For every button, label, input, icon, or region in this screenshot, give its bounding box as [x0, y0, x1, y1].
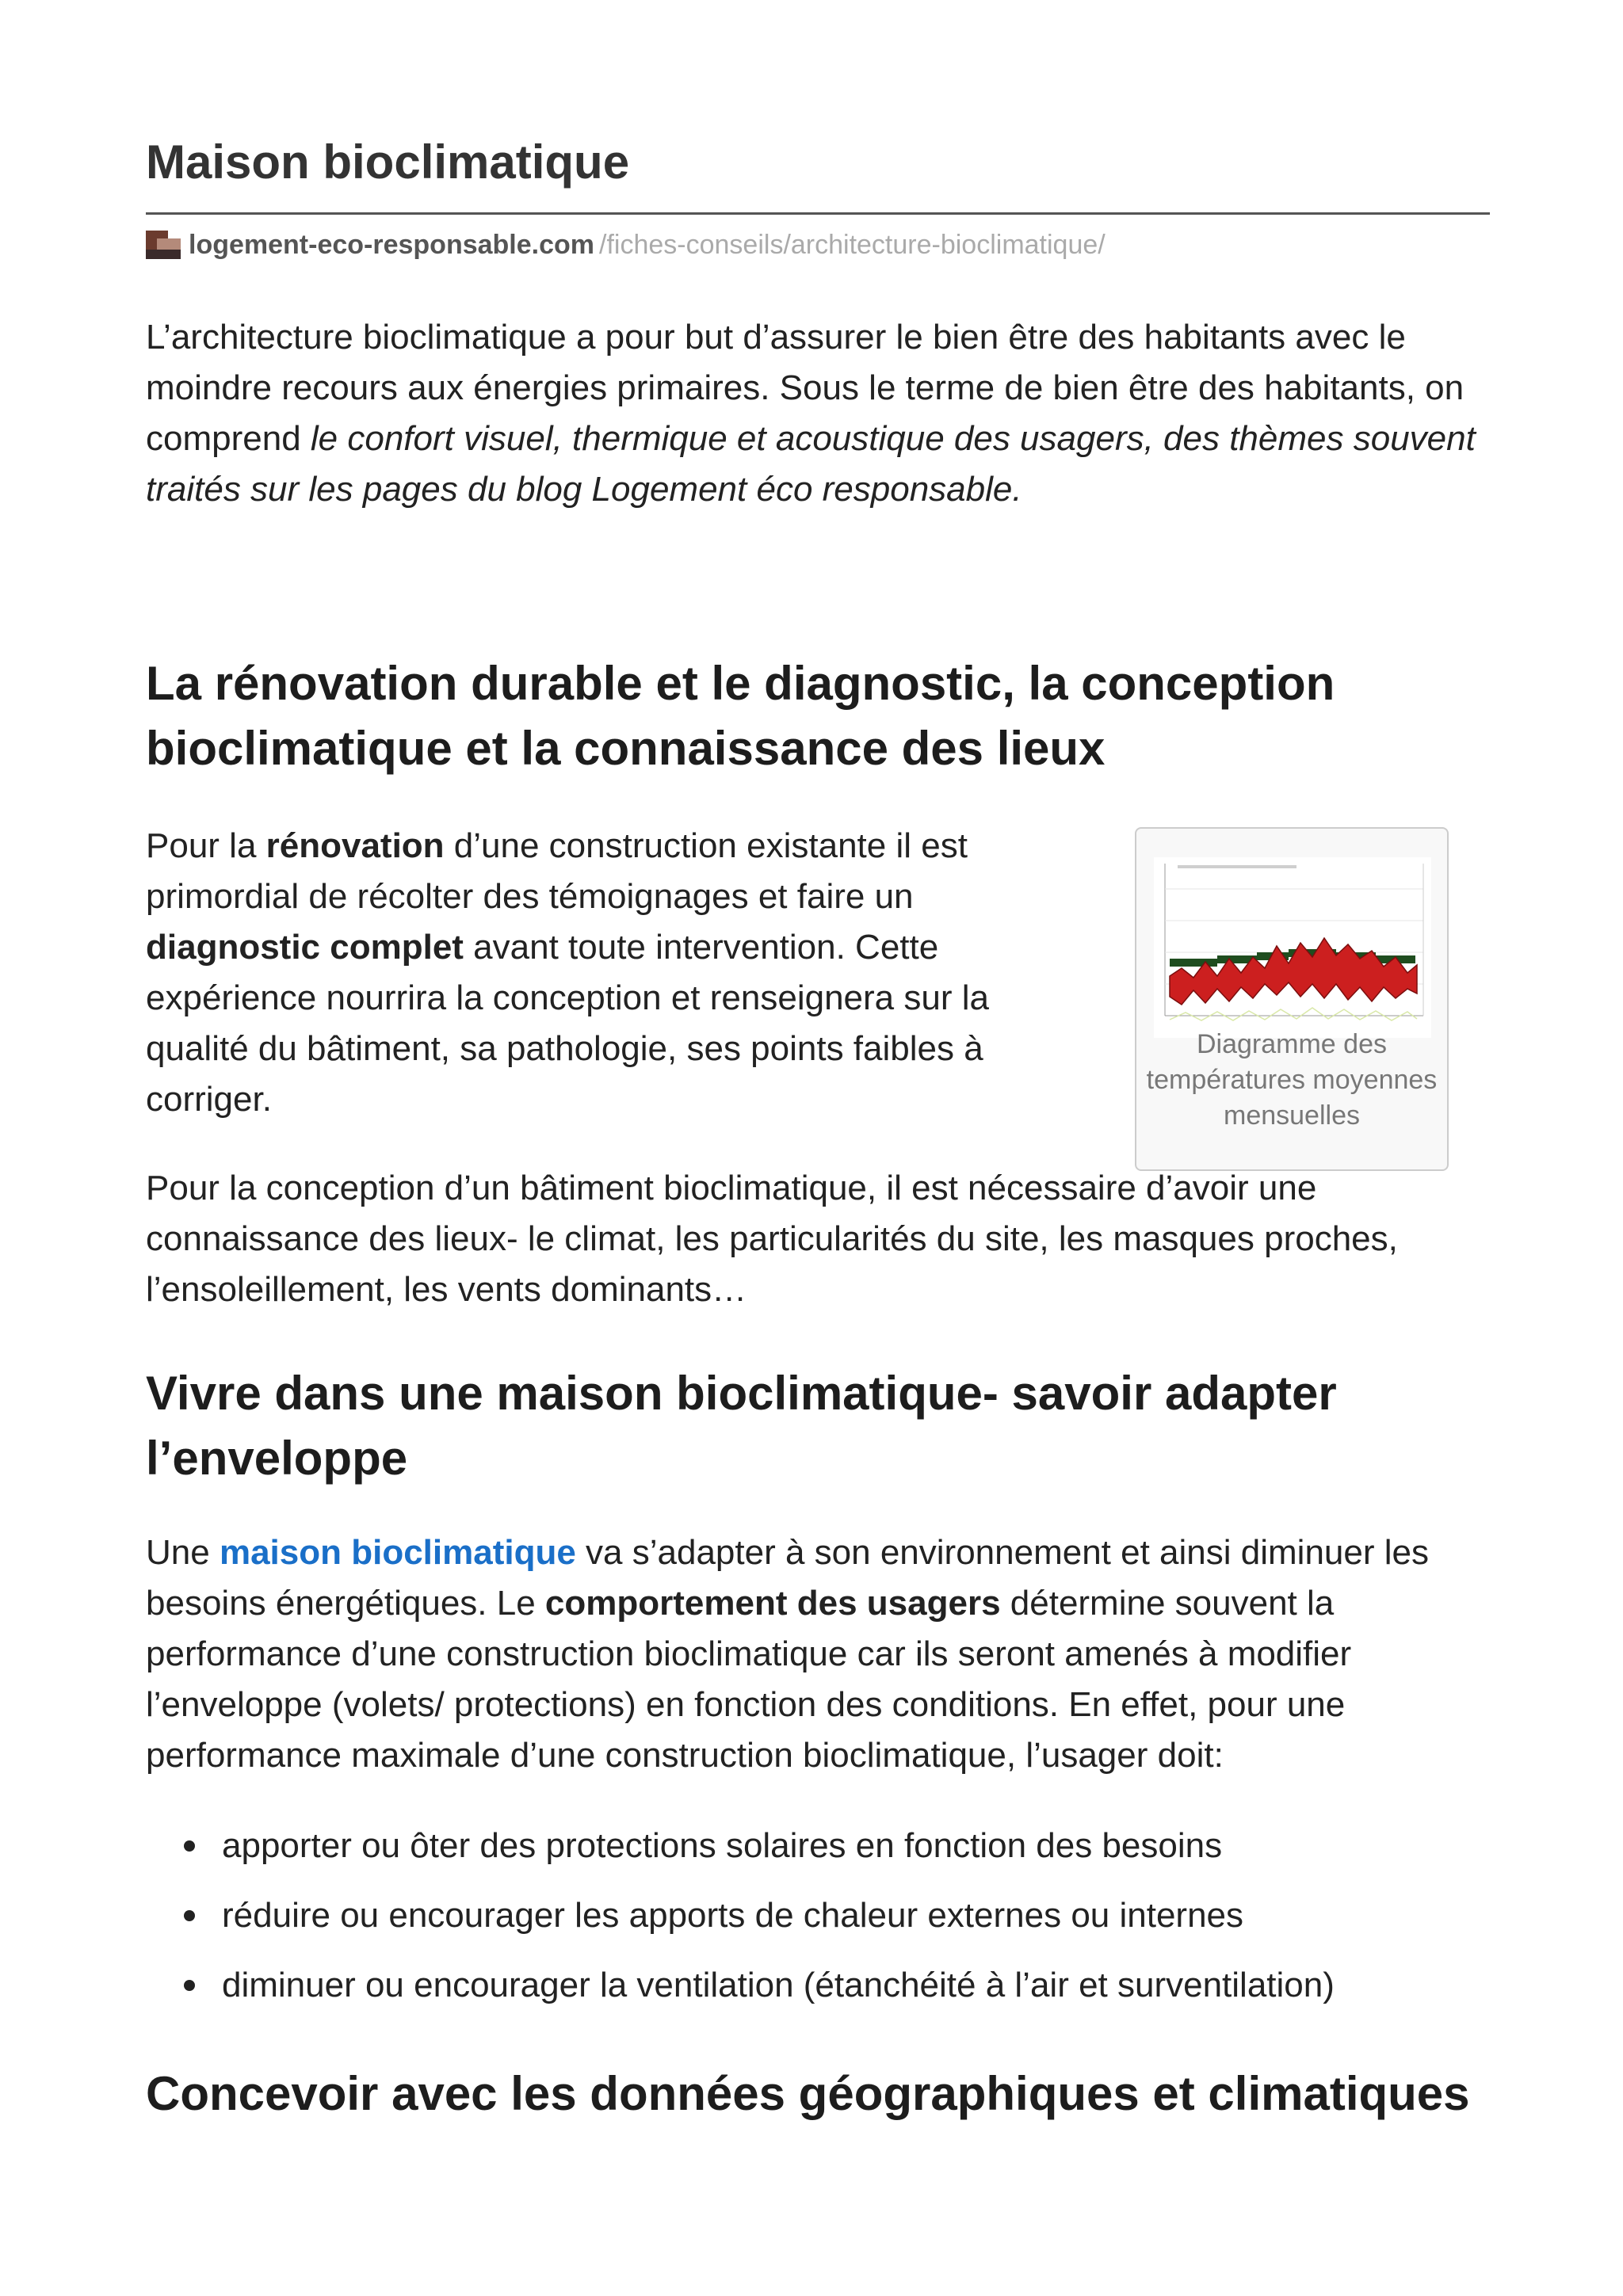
- renovation-text-1: Pour la: [146, 826, 266, 865]
- intro-paragraph: [146, 312, 1490, 515]
- source-path[interactable]: /fiches-conseils/architecture-bioclimatique/: [599, 229, 1106, 260]
- figure-caption: Diagramme des températures moyennes mensuelles: [1146, 1029, 1438, 1131]
- list-item: réduire ou encourager les apports de chaleur externes ou internes: [146, 1892, 1490, 1939]
- section-heading-living: Vivre dans une maison bioclimatique- savoir adapter l’enveloppe: [146, 1367, 1337, 1485]
- list-item: diminuer ou encourager la ventilation (étanchéité à l’air et surventilation): [146, 1962, 1490, 2009]
- temperature-figure[interactable]: [1135, 827, 1449, 1171]
- intro-text: L’architecture bioclimatique a pour but d’assurer le bien être des habitants avec le moindre recours aux énergies primaires. Sous le terme de bien être des habitants, on comprend: [146, 318, 1465, 458]
- section-heading-renovation: La rénovation durable et le diagnostic, la conception bioclimatique et la connaissance des lieux: [146, 657, 1335, 775]
- conception-paragraph: Pour la conception d’un bâtiment bioclimatique, il est nécessaire d’avoir une connaissance des lieux- le climat, les particularités du site, les masques proches, l’ensoleillement, les vents dominants…: [146, 1169, 1398, 1309]
- usage-text-1: Une: [146, 1533, 220, 1572]
- source-line: [146, 228, 1106, 261]
- renovation-text-3: avant toute intervention. Cette expérience nourrira la conception et renseignera sur la qualité du bâtiment, sa pathologie, ses points faibles à corriger.: [146, 928, 989, 1119]
- diagram-title-bar: [1178, 865, 1296, 868]
- usage-text-2: va s’adapter à son environnement et ainsi diminuer les besoins énergétiques. Le: [146, 1533, 1429, 1623]
- renovation-bold: rénovation: [265, 826, 445, 865]
- section-heading-geographic: Concevoir avec les données géographiques et climatiques: [146, 2067, 1470, 2120]
- usage-bullet-list: [146, 1822, 1490, 2031]
- usage-paragraph: [146, 1527, 1490, 1781]
- maison-bioclimatique-link[interactable]: maison bioclimatique: [219, 1533, 576, 1572]
- temperature-diagram-image: [1154, 857, 1431, 1038]
- title-divider: [146, 212, 1490, 215]
- usage-bold: comportement des usagers: [544, 1584, 1001, 1623]
- renovation-text-2: d’une construction existante il est primordial de récolter des témoignages et faire un: [146, 826, 968, 916]
- usage-text-3: détermine souvent la performance d’une construction bioclimatique car ils seront amenés à modifier l’enveloppe (volets/ protections) en fonction des conditions. En effet, pour une performance maximale d’une construction bioclimatique, l’usager doit:: [146, 1584, 1352, 1775]
- renovation-paragraph: [146, 821, 1081, 1125]
- source-domain[interactable]: logement-eco-responsable.com: [189, 229, 595, 260]
- list-item: apporter ou ôter des protections solaires en fonction des besoins: [146, 1822, 1490, 1870]
- site-favicon-icon: [146, 231, 181, 259]
- page-title: Maison bioclimatique: [146, 135, 630, 189]
- intro-italic-text: le confort visuel, thermique et acoustique des usagers, des thèmes souvent traités sur les pages du blog Logement éco responsable.: [146, 419, 1476, 509]
- diagnostic-bold: diagnostic complet: [146, 928, 464, 967]
